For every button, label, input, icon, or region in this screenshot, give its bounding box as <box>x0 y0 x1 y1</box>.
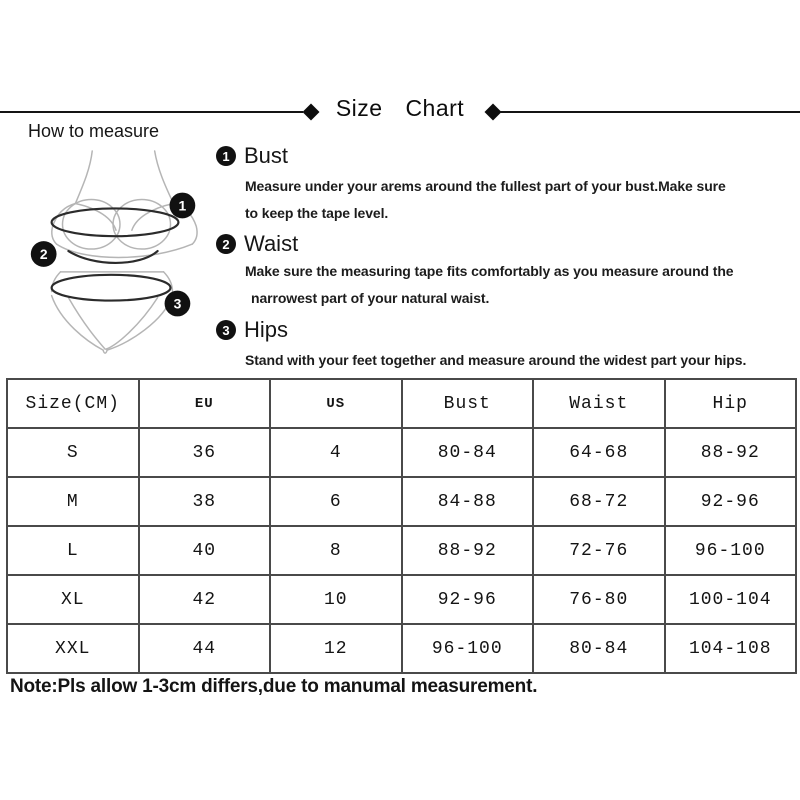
leg-left <box>52 296 104 350</box>
table-row <box>7 624 796 673</box>
size-table <box>6 378 797 674</box>
table-cell: XXL <box>7 624 139 673</box>
hips-number-badge: 3 <box>216 320 236 340</box>
table-cell: 42 <box>139 575 271 624</box>
size-table-container <box>6 378 797 674</box>
table-cell: L <box>7 526 139 575</box>
col-header-bust: Bust <box>402 379 534 428</box>
table-cell: 72-76 <box>533 526 665 575</box>
col-header-us: US <box>270 379 402 428</box>
diagram-badges <box>31 193 195 317</box>
table-cell: XL <box>7 575 139 624</box>
table-cell: 40 <box>139 526 271 575</box>
badge-2-number: 2 <box>39 245 48 262</box>
leg-right <box>107 296 172 350</box>
table-cell: 10 <box>270 575 402 624</box>
waist-description <box>245 258 796 311</box>
waist-section-title: Waist <box>244 231 299 256</box>
section-hips <box>216 317 796 374</box>
cup-left <box>63 200 120 250</box>
table-cell: 64-68 <box>533 428 665 477</box>
how-to-measure-title: How to measure <box>28 121 160 141</box>
waist-number-badge: 2 <box>216 234 236 254</box>
hips-section-title: Hips <box>244 317 289 342</box>
table-cell: 80-84 <box>402 428 534 477</box>
hip-measure-ellipse <box>52 275 171 301</box>
table-cell: 92-96 <box>402 575 534 624</box>
strap-right <box>155 151 174 204</box>
table-cell: 38 <box>139 477 271 526</box>
table-cell: 96-100 <box>665 526 797 575</box>
table-cell: 12 <box>270 624 402 673</box>
size-table-head-row <box>7 379 796 428</box>
section-bust <box>216 143 796 226</box>
table-cell: 6 <box>270 477 402 526</box>
table-cell: 84-88 <box>402 477 534 526</box>
table-cell: S <box>7 428 139 477</box>
table-cell: 4 <box>270 428 402 477</box>
table-cell: 92-96 <box>665 477 797 526</box>
col-header-waist: Waist <box>533 379 665 428</box>
table-cell: 76-80 <box>533 575 665 624</box>
badge-1-number: 1 <box>178 197 187 214</box>
bust-description <box>245 173 796 226</box>
table-cell: M <box>7 477 139 526</box>
table-row <box>7 575 796 624</box>
table-row <box>7 428 796 477</box>
bust-description-line2: to keep the tape level. <box>245 204 389 221</box>
hips-description-line1: Stand with your feet together and measure around the widest part your hips. <box>245 352 747 368</box>
strap-left <box>75 151 92 204</box>
table-cell: 8 <box>270 526 402 575</box>
waist-description-line1: Make sure the measuring tape fits comfortably as you measure around the <box>245 263 734 279</box>
col-header-sizecm: Size(CM) <box>7 379 139 428</box>
bust-number-badge: 1 <box>216 146 236 166</box>
table-cell: 80-84 <box>533 624 665 673</box>
size-table-body <box>7 428 796 673</box>
hips-description <box>245 347 796 374</box>
measurement-note: Note:Pls allow 1-3cm differs,due to manumal measurement. <box>10 676 538 697</box>
table-cell: 68-72 <box>533 477 665 526</box>
leg-right-inner <box>106 298 158 350</box>
waist-description-line2: narrowest part of your natural waist. <box>251 289 490 306</box>
bust-description-line1: Measure under your arems around the fullest part of your bust.Make sure <box>245 178 726 194</box>
wing-left <box>52 203 76 244</box>
table-cell: 44 <box>139 624 271 673</box>
table-cell: 100-104 <box>665 575 797 624</box>
bust-section-title: Bust <box>244 143 289 168</box>
table-cell: 104-108 <box>665 624 797 673</box>
table-row <box>7 477 796 526</box>
cup-right-inner <box>132 203 174 230</box>
header-rule-right <box>500 111 800 113</box>
badge-3-number: 3 <box>173 295 182 312</box>
crotch-tip <box>103 350 107 353</box>
table-cell: 88-92 <box>665 428 797 477</box>
page-title: Size Chart <box>335 95 465 121</box>
section-waist <box>216 231 796 311</box>
col-header-eu: EU <box>139 379 271 428</box>
bikini-measurement-diagram <box>28 147 206 363</box>
table-cell: 96-100 <box>402 624 534 673</box>
leg-left-inner <box>68 298 105 350</box>
col-header-hip: Hip <box>665 379 797 428</box>
table-row <box>7 526 796 575</box>
table-cell: 36 <box>139 428 271 477</box>
table-cell: 88-92 <box>402 526 534 575</box>
